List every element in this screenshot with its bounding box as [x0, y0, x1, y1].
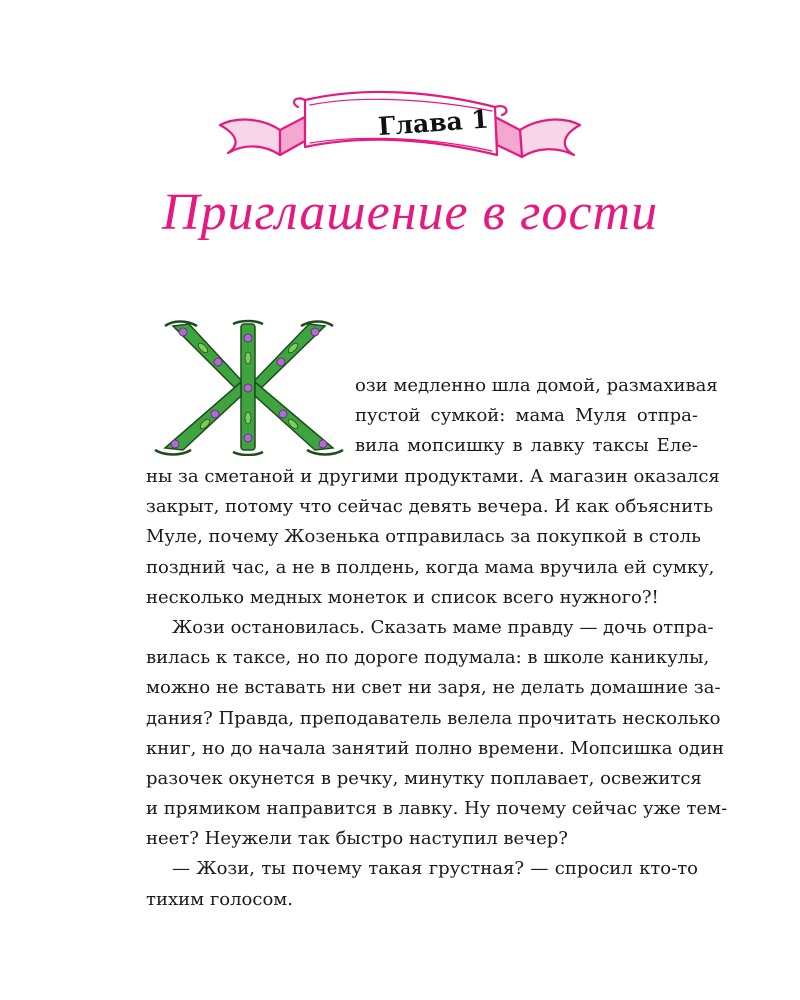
chapter-label: Глава 1	[377, 104, 490, 142]
dropcap-zh-ornamental	[143, 318, 355, 456]
text-line: вилась к таксе, но по дороге подумала: в школе каникулы,	[146, 647, 710, 669]
text-line: поздний час, а не в полдень, когда мама вручила ей сумку,	[146, 556, 715, 578]
chapter-title: Приглашение в гости	[161, 184, 659, 241]
text-line: — Жози, ты почему такая грустная? — спросил кто-то	[172, 858, 698, 880]
text-line: дания? Правда, преподаватель велела прочитать несколько	[146, 707, 721, 729]
text-line: несколько медных монеток и список всего нужного?!	[146, 586, 659, 608]
text-line: тихим голосом.	[146, 888, 294, 910]
body-text	[146, 462, 728, 915]
text-line: неет? Неужели так быстро наступил вечер?	[146, 828, 568, 850]
text-line: закрыт, потому что сейчас девять вечера. И как объяснить	[146, 496, 713, 518]
text-line: и прямиком направится в лавку. Ну почему сейчас уже тем-	[146, 798, 728, 820]
text-line: можно не вставать ни свет ни заря, не делать домашние за-	[146, 677, 721, 699]
paragraph-1-capped	[355, 371, 718, 462]
text-line: книг, но до начала занятий полно времени. Мопсишка один	[146, 737, 725, 759]
text-line: вила мопсишку в лавку таксы Еле-	[355, 435, 698, 457]
text-line: разочек окунется в речку, минутку поплавает, освежится	[146, 767, 702, 789]
text-line: Жози остановилась. Сказать маме правду — дочь отпра-	[172, 616, 714, 638]
text-line: ны за сметаной и другими продуктами. А магазин оказался	[146, 466, 720, 487]
text-line: пустой сумкой: мама Муля отпра-	[355, 405, 698, 427]
text-line: Муле, почему Жозенька отправилась за покупкой в столь	[146, 526, 701, 548]
text-line: ози медленно шла домой, размахивая	[355, 375, 718, 396]
